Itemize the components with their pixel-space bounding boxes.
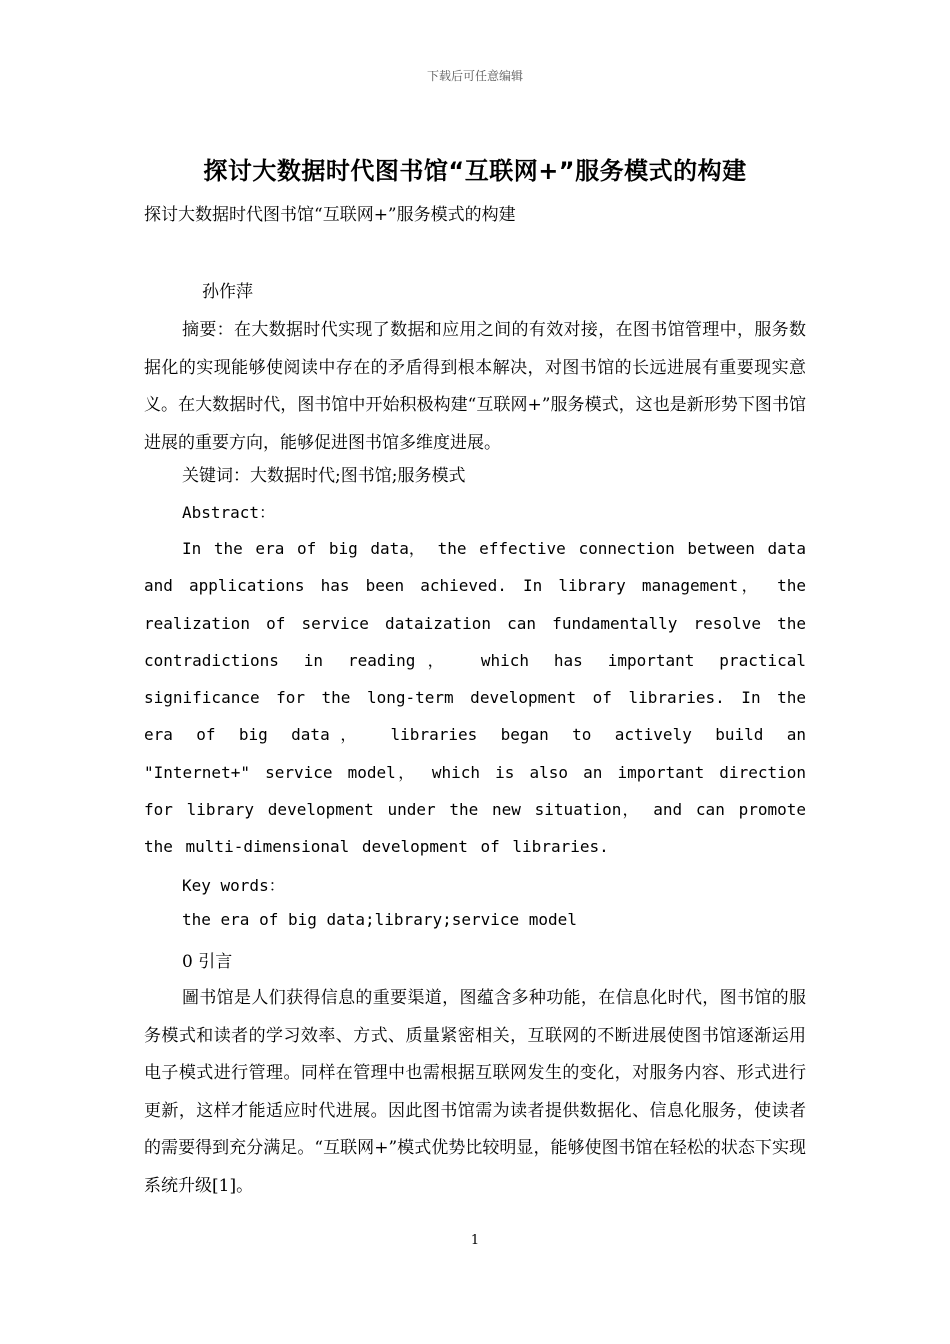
english-abstract: In the era of big data， the effective connection between data and applications has been achieved. In library management， the realization of service dataization can fundamentally resolve the contradictions in reading， which has important practical significance for the long-term development of libraries. In the era of big data， libraries began to actively build an "Internet+" service model， which is also an important direction for library development under the new situation， and can promote the multi-dimensional development of libraries. [144, 539, 807, 857]
intro-paragraph: 圖书馆是人们获得信息的重要渠道，图蕴含多种功能，在信息化时代，图书馆的服务模式和读者的学习效率、方式、质量紧密相关，互联网的不断进展使图书馆逐渐运用电子模式进行管理。同样在管理中也需根据互联网发生的变化，对服务内容、形式进行更新，这样才能适应时代进展。因此图书馆需为读者提供数据化、信息化服务，使读者的需要得到充分满足。“互联网+”模式优势比较明显，能够使图书馆在轻松的状态下实现系统升级[1]。 [144, 988, 806, 1196]
section-heading: 0 引言 [182, 952, 233, 972]
author-name: 孙作萍 [202, 282, 253, 302]
chinese-abstract: 摘要：在大数据时代实现了数据和应用之间的有效对接，在图书馆管理中，服务数据化的实现能够使阅读中存在的矛盾得到根本解决，对图书馆的长远进展有重要现实意义。在大数据时代，图书馆中开始积极构建“互联网+”服务模式，这也是新形势下图书馆进展的重要方向，能够促进图书馆多维度进展。 [144, 320, 806, 453]
english-keywords-label: Key words： [182, 876, 285, 895]
header-note: 下载后可任意编辑 [426, 69, 523, 83]
english-keywords: the era of big data;library;service model [182, 910, 577, 929]
page-number: 1 [470, 1233, 480, 1248]
document-subtitle: 探讨大数据时代图书馆“互联网+”服务模式的构建 [144, 205, 516, 225]
chinese-keywords: 关键词：大数据时代;图书馆;服务模式 [182, 466, 466, 486]
english-abstract-label: Abstract： [182, 503, 276, 522]
document-title: 探讨大数据时代图书馆“互联网+”服务模式的构建 [203, 157, 747, 185]
